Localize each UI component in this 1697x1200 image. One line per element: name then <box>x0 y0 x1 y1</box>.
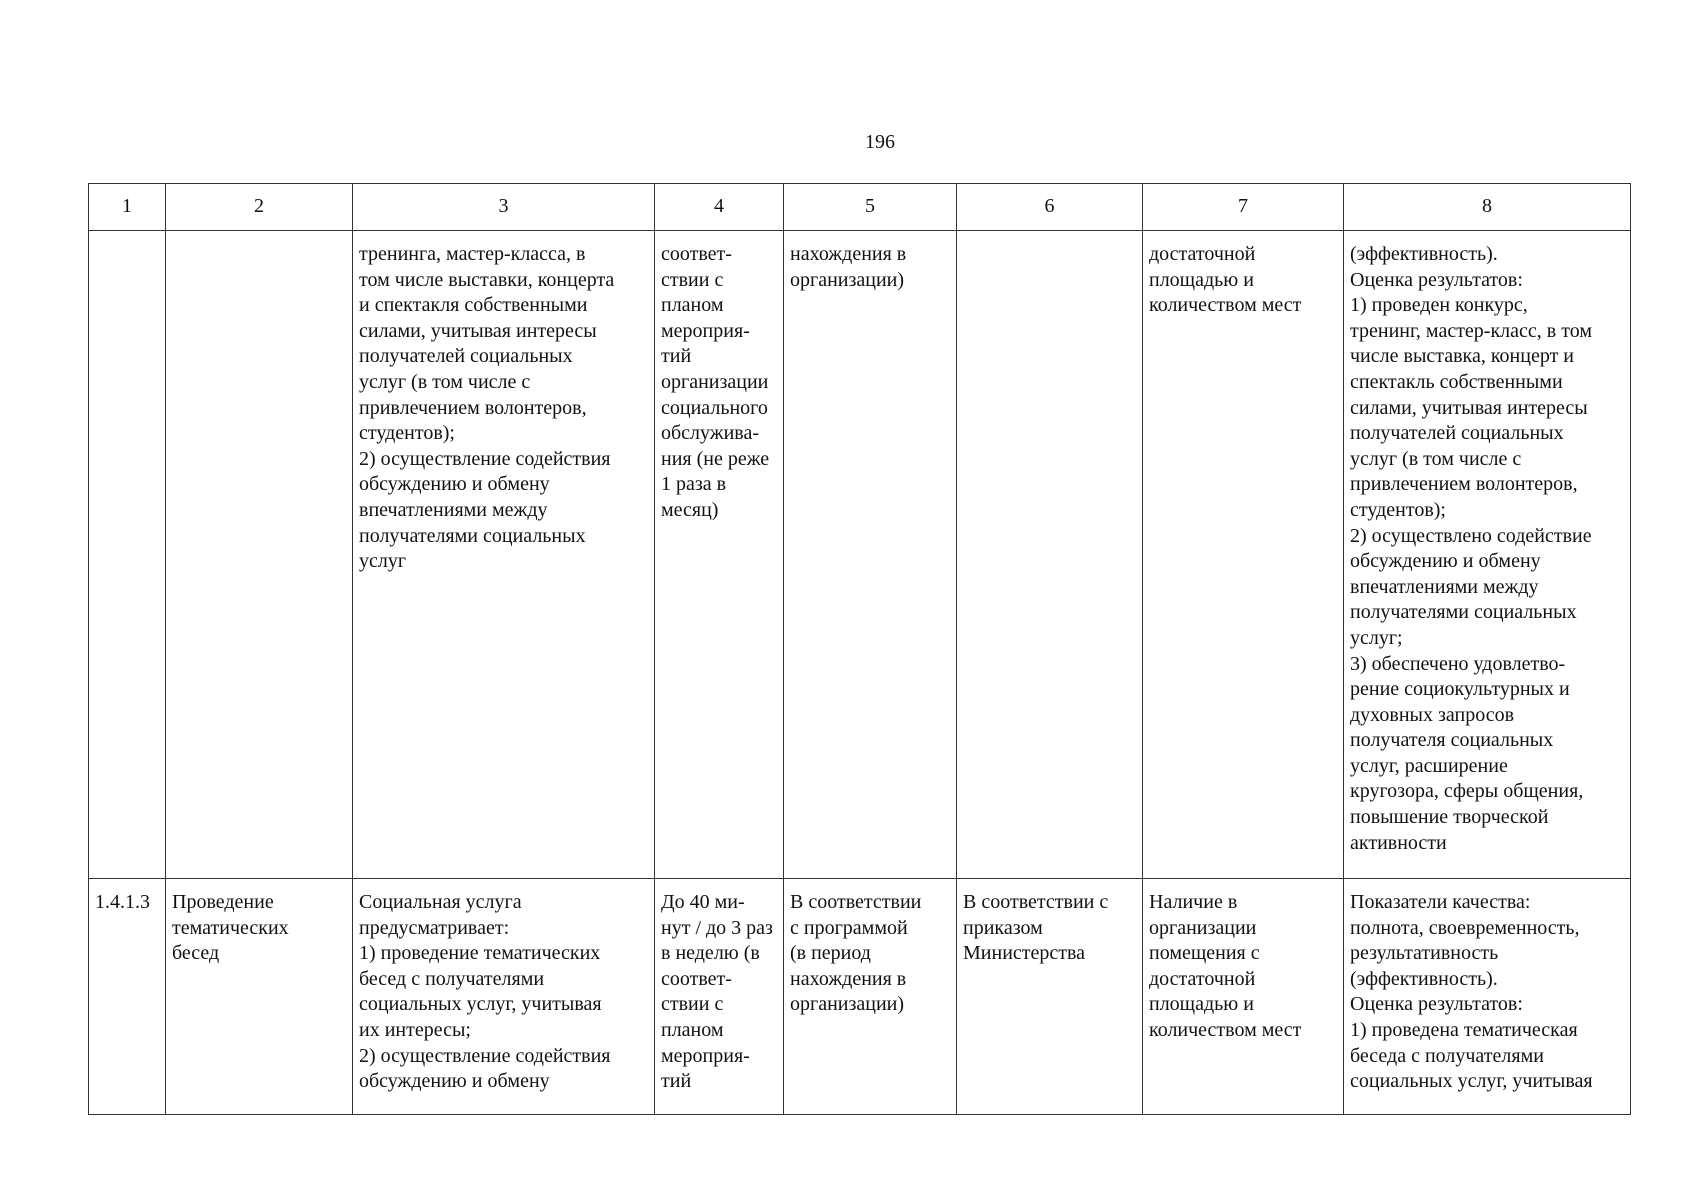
table-cell <box>166 231 353 879</box>
services-table <box>88 183 1631 1115</box>
table-header-row <box>89 184 1631 231</box>
quality-indicators-text: (эффективность). Оценка результатов: 1) проведен конкурс, тренинг, мастер-класс, в том числе выставка, концерт и спектакль собственными силами, учитывая интересы получателей социальных услуг (в том числе с привлечением волонтеров, студентов); 2) осуществлено содействие обсуждению и обмену впечатлениями между получателями социальных услуг; 3) обеспечено удовлетво- рение социокультурных и духовных запросов получателя социальных услуг, расширение кругозора, сферы общения, повышение творческой активности <box>1350 243 1592 854</box>
column-header-3: 3 <box>353 184 655 231</box>
table-cell <box>1344 231 1631 879</box>
table-cell <box>655 231 784 879</box>
service-name: Проведение тематических бесед <box>172 891 289 965</box>
service-conditions-text: достаточной площадью и количеством мест <box>1149 243 1302 317</box>
table-cell <box>1143 231 1344 879</box>
table-cell <box>1344 879 1631 1115</box>
column-header-1: 1 <box>89 184 166 231</box>
table-cell <box>784 879 957 1115</box>
table-row <box>89 879 1631 1115</box>
table-cell <box>89 231 166 879</box>
column-header-7: 7 <box>1143 184 1344 231</box>
service-term-text: В соответствии с программой (в период нахождения в организации) <box>790 891 922 1016</box>
column-header-2: 2 <box>166 184 353 231</box>
table-cell <box>957 231 1143 879</box>
table-cell <box>957 879 1143 1115</box>
table-cell <box>353 879 655 1115</box>
service-volume-text: До 40 ми- нут / до 3 раз в неделю (в соответ- ствии с планом мероприя- тий <box>661 891 773 1093</box>
service-code: 1.4.1.3 <box>95 891 150 913</box>
service-description-text: тренинга, мастер-класса, в том числе выставки, концерта и спектакля собственными силами, учитывая интересы получателей социальных услуг (в том числе с привлечением волонтеров, студентов); 2) осуществление содействия обсуждению и обмену впечатлениями между получателями социальных услуг <box>359 243 615 573</box>
service-term-text: нахождения в организации) <box>790 243 907 291</box>
column-header-6: 6 <box>957 184 1143 231</box>
table-cell <box>655 879 784 1115</box>
service-conditions-text: Наличие в организации помещения с достаточной площадью и количеством мест <box>1149 891 1302 1041</box>
table-cell <box>89 879 166 1115</box>
page-number: 196 <box>865 131 895 153</box>
column-header-4: 4 <box>655 184 784 231</box>
service-description-text: Социальная услуга предусматривает: 1) проведение тематических бесед с получателями социальных услуг, учитывая их интересы; 2) осуществление содействия обсуждению и обмену <box>359 891 611 1093</box>
quality-indicators-text: Показатели качества: полнота, своевременность, результативность (эффективность). Оценка результатов: 1) проведена тематическая беседа с получателями социальных услуг, учитывая <box>1350 891 1593 1093</box>
table-cell <box>166 879 353 1115</box>
column-header-8: 8 <box>1344 184 1631 231</box>
table-cell <box>1143 879 1344 1115</box>
table-row <box>89 231 1631 879</box>
service-tariff-text: В соответствии с приказом Министерства <box>963 891 1109 965</box>
service-volume-text: соответ- ствии с планом мероприя- тий организации социального обслужива- ния (не реже 1 раза в месяц) <box>661 243 770 521</box>
table-cell <box>353 231 655 879</box>
column-header-5: 5 <box>784 184 957 231</box>
table-cell <box>784 231 957 879</box>
